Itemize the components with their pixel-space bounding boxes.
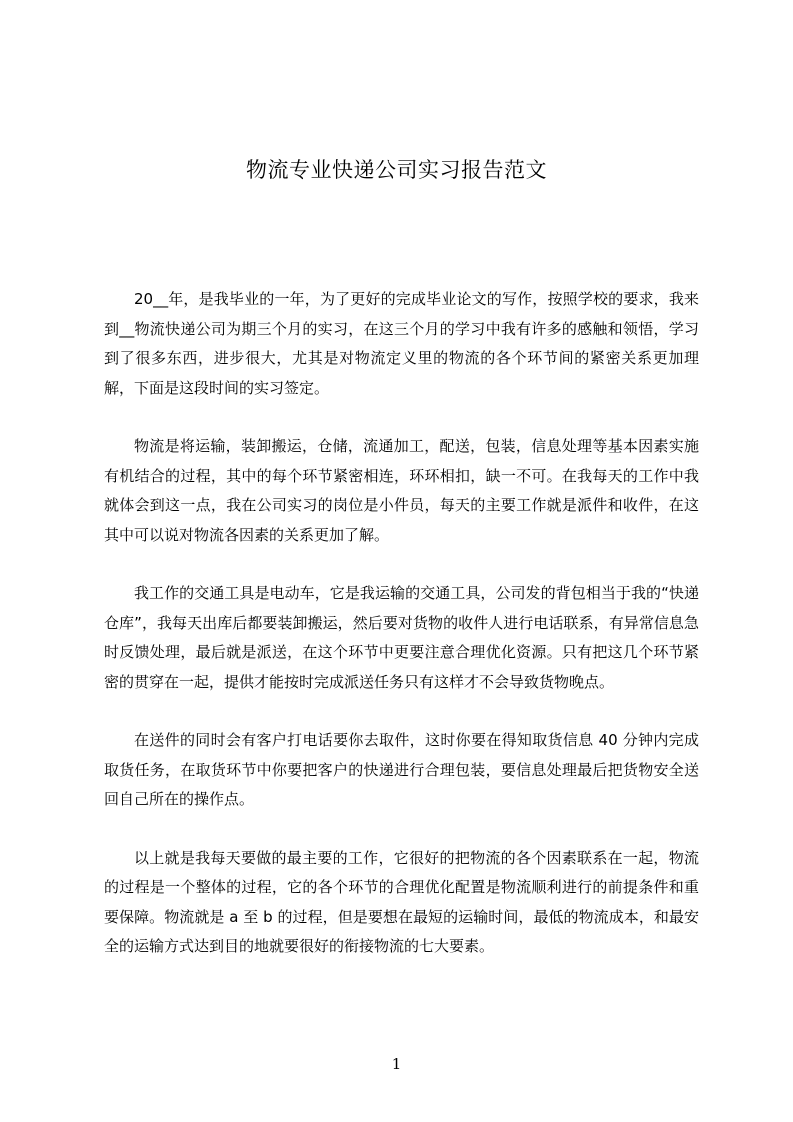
page-number: 1 — [391, 1055, 402, 1073]
paragraph-daily-delivery: 我工作的交通工具是电动车，它是我运输的交通工具，公司发的背包相当于我的“快递仓库”，我每天出库后都要装卸搬运，然后要对货物的收件人进行电话联系，有异常信息急时反馈处理，最后就是派送，在这个环节中更要注意合理优化资源。只有把这几个环节紧密的贯穿在一起，提供才能按时完成派送任务只有这样才不会导致货物晚点。 — [104, 584, 699, 691]
document-body — [104, 285, 699, 991]
page-title: 物流专业快递公司实习报告范文 — [246, 158, 547, 183]
paragraph-pickup: 在送件的同时会有客户打电话要你去取件，这时你要在得知取货信息 40 分钟内完成取货任务，在取货环节中你要把客户的快递进行合理包装，要信息处理最后把货物安全送回自己所在的操作点。 — [104, 731, 699, 808]
paragraph-logistics-definition: 物流是将运输，装卸搬运，仓储，流通加工，配送，包装，信息处理等基本因素实施有机结合的过程，其中的每个环节紧密相连，环环相扣，缺一不可。在我每天的工作中我就体会到这一点，我在公司实习的岗位是小件员，每天的主要工作就是派件和收件，在这其中可以说对物流各因素的关系更加了解。 — [104, 437, 699, 544]
paragraph-intro: 20__年，是我毕业的一年，为了更好的完成毕业论文的写作，按照学校的要求，我来到__物流快递公司为期三个月的实习，在这三个月的学习中我有许多的感触和领悟，学习到了很多东西，进步很大，尤其是对物流定义里的物流的各个环节间的紧密关系更加理解，下面是这段时间的实习签定。 — [104, 290, 699, 397]
paragraph-conclusion: 以上就是我每天要做的最主要的工作，它很好的把物流的各个因素联系在一起，物流的过程是一个整体的过程，它的各个环节的合理优化配置是物流顺利进行的前提条件和重要保障。物流就是 a 至 b 的过程，但是要想在最短的运输时间，最低的物流成本，和最安全的运输方式达到目的地就要很好的衔接物流的七大要素。 — [104, 848, 699, 955]
